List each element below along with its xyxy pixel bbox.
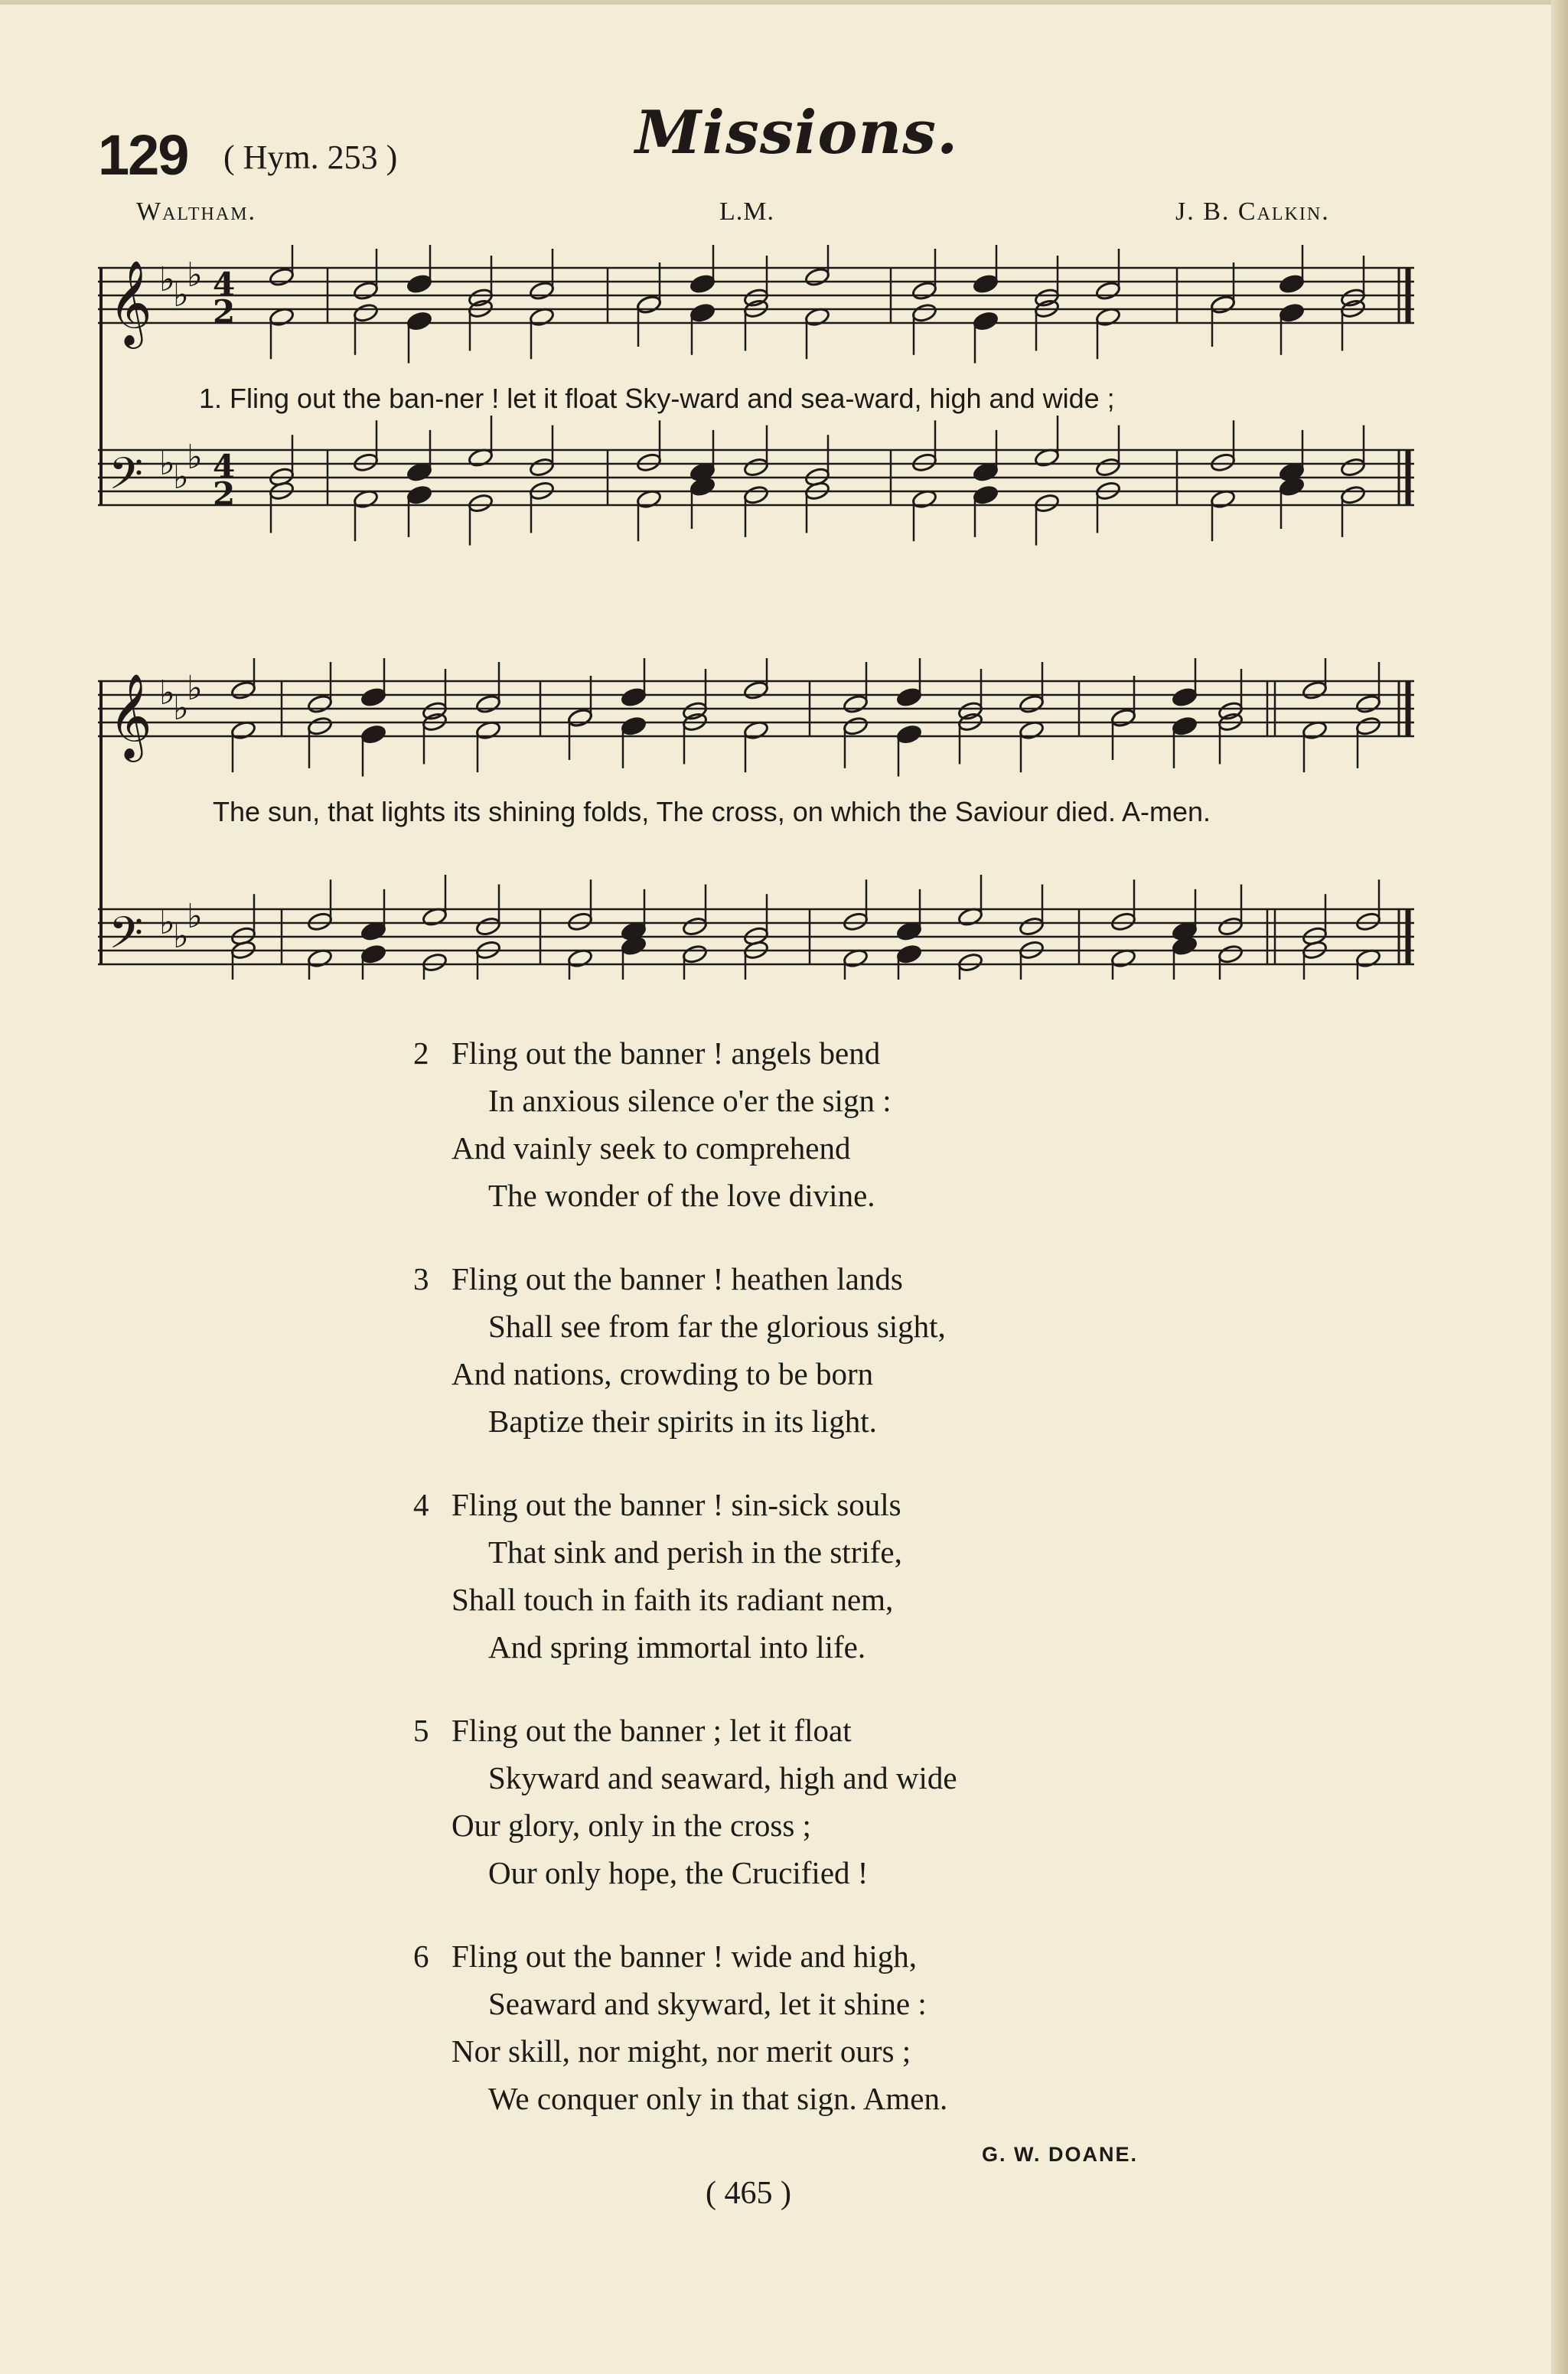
- note-head: [743, 680, 769, 700]
- note-head: [1340, 287, 1366, 308]
- note-head: [896, 921, 922, 941]
- note-head: [743, 287, 769, 308]
- verse-line: In anxious silence o'er the sign :: [488, 1083, 892, 1118]
- note-head: [682, 944, 708, 964]
- note-head: [1218, 916, 1244, 937]
- note-head: [896, 944, 922, 964]
- note-head: [360, 686, 386, 707]
- verse-number: 5: [413, 1713, 429, 1748]
- note-head: [1172, 686, 1198, 707]
- svg-text:♭: ♭: [173, 276, 189, 315]
- meter: L.M.: [719, 197, 774, 226]
- svg-text:♭: ♭: [173, 689, 189, 728]
- note-head: [843, 693, 869, 714]
- note-head: [353, 280, 379, 301]
- note-head: [307, 716, 333, 736]
- verse-line: The wonder of the love divine.: [488, 1178, 875, 1213]
- note-head: [682, 700, 708, 721]
- note-head: [1095, 457, 1121, 478]
- verse-line: And nations, crowding to be born: [451, 1356, 874, 1391]
- svg-text:♭: ♭: [159, 444, 175, 483]
- note-head: [804, 266, 830, 287]
- verse-line: Nor skill, nor might, nor merit ours ;: [451, 2033, 911, 2069]
- note-head: [957, 700, 983, 721]
- svg-text:♭: ♭: [159, 903, 175, 942]
- note-head: [973, 484, 999, 505]
- note-head: [1218, 700, 1244, 721]
- svg-text:2: 2: [213, 293, 236, 331]
- note-head: [911, 280, 937, 301]
- note-head: [682, 916, 708, 937]
- note-head: [360, 944, 386, 964]
- svg-text:4: 4: [213, 266, 236, 303]
- note-head: [406, 461, 432, 482]
- lyric-line-1: 1. Fling out the ban-ner ! let it float Sky-ward and sea-ward, high and wide ;: [199, 383, 1115, 414]
- note-head: [529, 457, 555, 478]
- note-head: [1019, 693, 1045, 714]
- verse-line: Skyward and seaward, high and wide: [488, 1760, 957, 1795]
- note-head: [957, 952, 983, 973]
- note-head: [567, 911, 593, 932]
- note-head: [743, 484, 769, 505]
- hymn-reference: ( Hym. 253 ): [223, 139, 398, 176]
- hymn-number: 129: [98, 123, 188, 187]
- note-head: [529, 280, 555, 301]
- verse-line: Our only hope, the Crucified !: [488, 1855, 869, 1890]
- author: G. W. DOANE.: [982, 2143, 1139, 2166]
- tune-name: Waltham.: [136, 197, 257, 226]
- note-head: [689, 273, 716, 294]
- note-head: [621, 686, 647, 707]
- svg-text:♭: ♭: [173, 458, 189, 497]
- svg-text:𝄞: 𝄞: [109, 259, 152, 345]
- note-head: [743, 457, 769, 478]
- note-head: [1172, 716, 1198, 736]
- verse-line: Fling out the banner ! angels bend: [451, 1035, 881, 1071]
- verse-line: Fling out the banner ! wide and high,: [451, 1939, 918, 1974]
- verse-line: And vainly seek to comprehend: [451, 1130, 851, 1166]
- note-head: [353, 452, 379, 473]
- svg-text:♭: ♭: [187, 256, 203, 295]
- note-head: [1279, 302, 1305, 323]
- note-head: [475, 916, 501, 937]
- verse-line: We conquer only in that sign. Amen.: [488, 2081, 948, 2116]
- note-head: [406, 311, 432, 331]
- note-head: [468, 287, 494, 308]
- verse-line: Shall see from far the glorious sight,: [488, 1309, 946, 1344]
- note-head: [911, 302, 937, 323]
- note-head: [307, 693, 333, 714]
- note-head: [1210, 452, 1236, 473]
- note-head: [353, 302, 379, 323]
- verse-line: Baptize their spirits in its light.: [488, 1404, 877, 1439]
- note-head: [1340, 484, 1366, 505]
- note-head: [1019, 916, 1045, 937]
- svg-text:♭: ♭: [173, 917, 189, 956]
- note-head: [1302, 680, 1328, 700]
- note-head: [1355, 693, 1381, 714]
- music-system-2: [98, 658, 1414, 980]
- note-head: [406, 273, 432, 294]
- verse-line: Fling out the banner ; let it float: [451, 1713, 852, 1748]
- note-head: [896, 724, 922, 745]
- note-head: [636, 294, 662, 315]
- svg-text:♭: ♭: [159, 260, 175, 299]
- page-number: ( 465 ): [706, 2176, 791, 2211]
- svg-text:𝄢: 𝄢: [109, 907, 144, 970]
- verse-line: Fling out the banner ! sin-sick souls: [451, 1487, 901, 1522]
- note-head: [636, 452, 662, 473]
- note-head: [973, 311, 999, 331]
- verse-line: And spring immortal into life.: [488, 1629, 866, 1665]
- composer: J. B. Calkin.: [1175, 197, 1330, 226]
- note-head: [567, 707, 593, 728]
- note-head: [1355, 911, 1381, 932]
- lyric-line-2: The sun, that lights its shining folds, The cross, on which the Saviour died. A-men.: [213, 796, 1211, 827]
- note-head: [1034, 493, 1060, 514]
- page-top-edge: [0, 0, 1568, 5]
- svg-text:4: 4: [213, 448, 236, 485]
- note-head: [1034, 287, 1060, 308]
- note-head: [1218, 944, 1244, 964]
- note-head: [843, 716, 869, 736]
- note-head: [843, 911, 869, 932]
- note-head: [468, 493, 494, 514]
- section-title: Missions.: [635, 98, 959, 168]
- note-head: [973, 461, 999, 482]
- verse-line: Seaward and skyward, let it shine :: [488, 1986, 927, 2021]
- note-head: [1095, 280, 1121, 301]
- verse-line: That sink and perish in the strife,: [488, 1534, 902, 1570]
- note-head: [1110, 707, 1136, 728]
- note-head: [973, 273, 999, 294]
- note-head: [422, 952, 448, 973]
- note-head: [1210, 294, 1236, 315]
- music-system-1: [98, 245, 1414, 566]
- note-head: [422, 700, 448, 721]
- verse-line: Fling out the banner ! heathen lands: [451, 1261, 903, 1296]
- note-head: [1355, 716, 1381, 736]
- verse-number: 3: [413, 1261, 429, 1296]
- note-head: [406, 484, 432, 505]
- verse-line: Our glory, only in the cross ;: [451, 1808, 811, 1843]
- note-head: [475, 693, 501, 714]
- note-head: [911, 452, 937, 473]
- page-binding-edge: [1551, 0, 1568, 2374]
- note-head: [307, 911, 333, 932]
- svg-text:♭: ♭: [187, 438, 203, 477]
- note-head: [269, 266, 295, 287]
- svg-text:♭: ♭: [187, 669, 203, 708]
- svg-text:𝄢: 𝄢: [109, 448, 144, 510]
- note-head: [230, 680, 256, 700]
- verse-line: Shall touch in faith its radiant nem,: [451, 1582, 894, 1617]
- verse-number: 2: [413, 1035, 429, 1071]
- svg-text:2: 2: [213, 475, 236, 513]
- note-head: [1340, 457, 1366, 478]
- note-head: [621, 716, 647, 736]
- note-head: [689, 302, 716, 323]
- note-head: [360, 921, 386, 941]
- note-head: [1110, 911, 1136, 932]
- note-head: [360, 724, 386, 745]
- verse-number: 4: [413, 1487, 429, 1522]
- note-head: [1279, 273, 1305, 294]
- verse-number: 6: [413, 1939, 429, 1974]
- svg-text:𝄞: 𝄞: [109, 673, 152, 758]
- svg-text:♭: ♭: [187, 897, 203, 936]
- svg-text:♭: ♭: [159, 673, 175, 713]
- note-head: [896, 686, 922, 707]
